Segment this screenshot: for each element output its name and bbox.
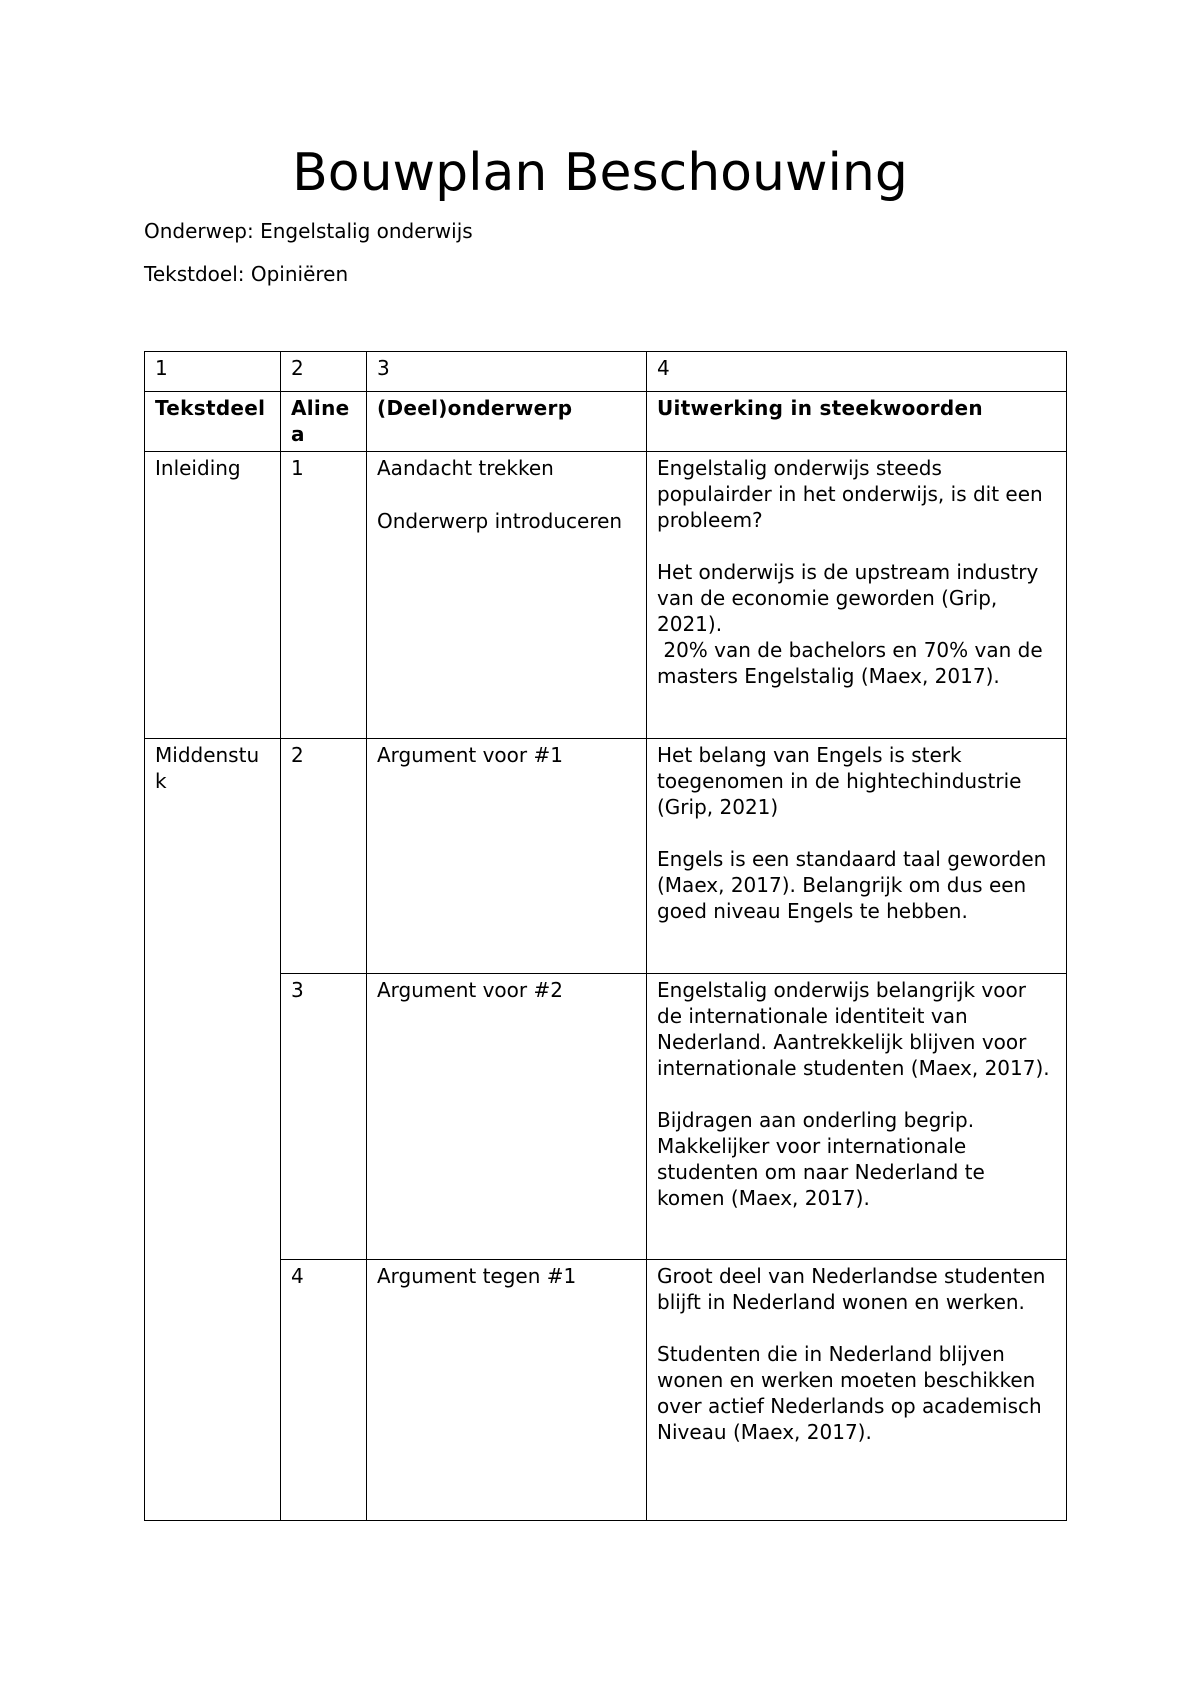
column-number: 4 — [647, 352, 1067, 392]
spacer — [657, 1081, 1056, 1107]
onderwerp-cell: Argument voor #2 — [367, 974, 647, 1260]
uitwerking-cell — [647, 1260, 1067, 1521]
uitwerking-text: Engelstalig onderwijs belangrijk voor de internationale identiteit van Nederland. Aantrekkelijk blijven voor internationale studenten (Maex, 2017). — [657, 978, 1050, 1080]
uitwerking-text: Studenten die in Nederland blijven wonen en werken moeten beschikken over actief Nederlands op academisch Niveau (Maex, 2017). — [657, 1342, 1042, 1444]
spacer — [377, 481, 636, 507]
column-number: 2 — [281, 352, 367, 392]
alinea-cell: 1 — [281, 452, 367, 739]
uitwerking-cell — [647, 452, 1067, 739]
alinea-cell: 4 — [281, 1260, 367, 1521]
spacer — [657, 533, 1056, 559]
tekstdoel-line: Tekstdoel: Opiniëren — [144, 262, 349, 286]
table-row — [145, 739, 1067, 974]
onderwerp-cell: Argument voor #1 — [367, 739, 647, 974]
tekstdeel-cell: Middenstuk — [145, 739, 281, 1521]
header-deelonderwerp: (Deel)onderwerp — [367, 392, 647, 452]
header-alinea: Alinea — [281, 392, 367, 452]
onderwerp-cell — [367, 452, 647, 739]
table-row — [145, 1260, 1067, 1521]
onderwerp-line: Onderwep: Engelstalig onderwijs — [144, 219, 473, 243]
alinea-cell: 2 — [281, 739, 367, 974]
document-title: Bouwplan Beschouwing — [292, 143, 908, 203]
spacer — [657, 820, 1056, 846]
bouwplan-table — [144, 351, 1067, 1521]
uitwerking-cell — [647, 739, 1067, 974]
onderwerp-text: Onderwerp introduceren — [377, 509, 623, 533]
table-row — [145, 452, 1067, 739]
uitwerking-text: Engels is een standaard taal geworden (Maex, 2017). Belangrijk om dus een goed niveau Engels te hebben. — [657, 847, 1047, 923]
uitwerking-text: Het belang van Engels is sterk toegenomen in de hightechindustrie (Grip, 2021) — [657, 743, 1022, 819]
column-number-row — [145, 352, 1067, 392]
uitwerking-text: Engelstalig onderwijs steeds populairder in het onderwijs, is dit een probleem? — [657, 456, 1043, 532]
onderwerp-text: Aandacht trekken — [377, 456, 554, 480]
uitwerking-text: Bijdragen aan onderling begrip. Makkelijker voor internationale studenten om naar Nederland te komen (Maex, 2017). — [657, 1108, 985, 1210]
alinea-cell: 3 — [281, 974, 367, 1260]
header-tekstdeel: Tekstdeel — [145, 392, 281, 452]
header-row — [145, 392, 1067, 452]
column-number: 3 — [367, 352, 647, 392]
onderwerp-cell: Argument tegen #1 — [367, 1260, 647, 1521]
uitwerking-text: Groot deel van Nederlandse studenten blijft in Nederland wonen en werken. — [657, 1264, 1046, 1314]
spacer — [657, 1315, 1056, 1341]
header-uitwerking: Uitwerking in steekwoorden — [647, 392, 1067, 452]
column-number: 1 — [145, 352, 281, 392]
tekstdeel-cell: Inleiding — [145, 452, 281, 739]
uitwerking-cell — [647, 974, 1067, 1260]
uitwerking-text: Het onderwijs is de upstream industry van de economie geworden (Grip, 2021). — [657, 560, 1039, 636]
uitwerking-text: 20% van de bachelors en 70% van de masters Engelstalig (Maex, 2017). — [657, 638, 1050, 688]
table-row — [145, 974, 1067, 1260]
